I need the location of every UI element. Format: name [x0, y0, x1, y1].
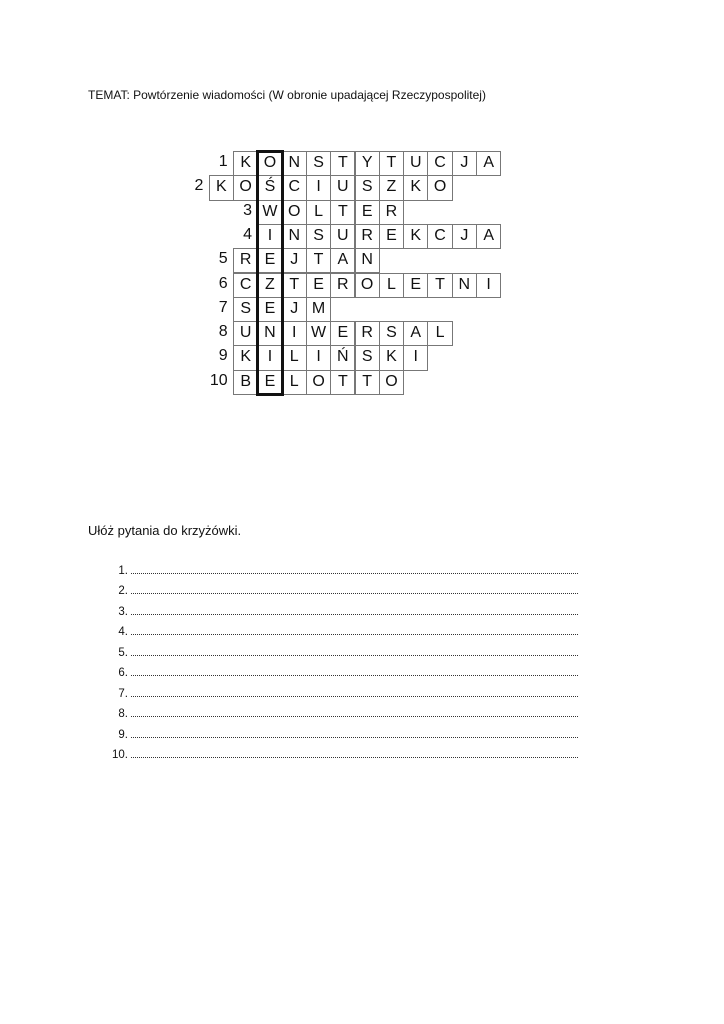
question-line: [98, 659, 578, 680]
clue-number: 1: [218, 153, 228, 170]
crossword-cell: K: [209, 175, 234, 200]
answer-dotted-line: [131, 708, 578, 717]
question-number: 10.: [112, 749, 128, 761]
question-number: 7.: [118, 687, 128, 700]
crossword-cell: T: [379, 151, 404, 176]
crossword-cell: O: [282, 200, 307, 225]
crossword-cell: S: [355, 175, 380, 200]
clue-number: 10: [209, 371, 228, 389]
crossword-cell: S: [306, 151, 331, 176]
question-line: [98, 597, 578, 618]
crossword-cell: I: [257, 345, 282, 370]
clue-number: 8: [218, 323, 228, 341]
question-line: [98, 679, 578, 700]
crossword-cell: E: [355, 200, 380, 225]
crossword-cell: T: [330, 370, 355, 395]
crossword-cell: O: [355, 273, 380, 298]
crossword-cell: J: [282, 248, 307, 273]
crossword-cell: R: [355, 321, 380, 346]
crossword-cell: T: [427, 273, 452, 298]
clue-number: 5: [218, 250, 228, 268]
clue-number: 3: [243, 201, 252, 219]
crossword-cell: Ś: [257, 175, 282, 200]
question-line: [98, 618, 578, 639]
crossword-cell: C: [233, 273, 258, 298]
crossword-cell: C: [427, 224, 452, 249]
crossword-cell: O: [427, 175, 452, 200]
crossword-cell: A: [476, 151, 501, 176]
crossword-cell: L: [379, 273, 404, 298]
crossword-cell: R: [355, 224, 380, 249]
crossword-cell: L: [427, 321, 452, 346]
crossword-cell: T: [355, 370, 380, 395]
clue-number: 6: [218, 274, 228, 292]
crossword-cell: I: [306, 345, 331, 370]
crossword-cell: R: [330, 273, 355, 298]
crossword-cell: M: [306, 297, 331, 322]
crossword-cell: N: [452, 273, 477, 298]
crossword-cell: I: [282, 321, 307, 346]
crossword-cell: N: [355, 248, 380, 273]
question-number: 2.: [118, 585, 128, 597]
crossword-cell: S: [306, 224, 331, 249]
crossword-cell: A: [476, 224, 501, 249]
crossword-cell: E: [379, 224, 404, 249]
crossword-cell: T: [330, 200, 355, 225]
crossword-cell: T: [306, 248, 331, 273]
question-number: 1.: [118, 564, 128, 577]
crossword-cell: I: [257, 224, 282, 249]
question-line: [98, 700, 578, 721]
instruction-text: Ułóż pytania do krzyżówki.: [88, 523, 242, 538]
crossword-cell: N: [257, 321, 282, 346]
crossword-cell: Y: [355, 151, 380, 176]
question-number: 4.: [118, 626, 128, 638]
answer-dotted-line: [131, 749, 578, 758]
crossword-cell: U: [330, 224, 355, 249]
crossword-grid: [0, 0, 724, 420]
crossword-cell: J: [452, 151, 477, 176]
crossword-cell: R: [233, 248, 258, 273]
question-line: [98, 577, 578, 598]
question-number: 8.: [118, 708, 128, 720]
answer-dotted-line: [131, 729, 578, 738]
question-lines: [98, 556, 578, 761]
crossword-cell: K: [403, 175, 428, 200]
crossword-cell: K: [233, 151, 258, 176]
solution-column-highlight: [256, 150, 283, 396]
crossword-cell: E: [403, 273, 428, 298]
question-number: 6.: [118, 667, 128, 679]
crossword-cell: E: [257, 248, 282, 273]
crossword-cell: L: [306, 200, 331, 225]
crossword-cell: K: [233, 345, 258, 370]
crossword-cell: K: [403, 224, 428, 249]
question-number: 5.: [118, 646, 128, 659]
question-number: 9.: [118, 728, 128, 741]
crossword-cell: Z: [257, 273, 282, 298]
answer-dotted-line: [131, 647, 578, 656]
clue-number: 2: [194, 177, 204, 195]
crossword-cell: Ń: [330, 345, 355, 370]
crossword-cell: O: [306, 370, 331, 395]
page-title: TEMAT: Powtórzenie wiadomości (W obronie upadającej Rzeczypospolitej): [88, 88, 486, 102]
question-line: [98, 720, 578, 741]
answer-dotted-line: [131, 667, 578, 676]
crossword-cell: T: [282, 273, 307, 298]
crossword-cell: A: [330, 248, 355, 273]
clue-number: 9: [218, 347, 228, 365]
question-line: [98, 638, 578, 659]
crossword-cell: N: [282, 151, 307, 176]
crossword-cell: S: [233, 297, 258, 322]
crossword-cell: E: [306, 273, 331, 298]
crossword-cell: E: [257, 370, 282, 395]
crossword-cell: T: [330, 151, 355, 176]
crossword-cell: W: [257, 200, 282, 225]
crossword-cell: N: [282, 224, 307, 249]
crossword-cell: K: [379, 345, 404, 370]
crossword-cell: S: [379, 321, 404, 346]
answer-dotted-line: [131, 688, 578, 697]
crossword-cell: O: [233, 175, 258, 200]
crossword-cell: E: [257, 297, 282, 322]
crossword-cell: C: [282, 175, 307, 200]
crossword-cell: L: [282, 345, 307, 370]
crossword-cell: J: [282, 297, 307, 322]
crossword-cell: I: [476, 273, 501, 298]
crossword-cell: E: [330, 321, 355, 346]
crossword-cell: L: [282, 370, 307, 395]
answer-dotted-line: [131, 626, 578, 635]
crossword-cell: O: [257, 151, 282, 176]
answer-dotted-line: [131, 606, 578, 615]
answer-dotted-line: [131, 585, 578, 594]
crossword-cell: I: [306, 175, 331, 200]
crossword-cell: C: [427, 151, 452, 176]
crossword-cell: J: [452, 224, 477, 249]
crossword-cell: U: [330, 175, 355, 200]
crossword-cell: W: [306, 321, 331, 346]
question-line: [98, 741, 578, 762]
crossword-cell: U: [403, 151, 428, 176]
clue-number: 7: [218, 298, 228, 316]
question-line: [98, 556, 578, 577]
crossword-cell: I: [403, 345, 428, 370]
crossword-cell: U: [233, 321, 258, 346]
crossword-cell: R: [379, 200, 404, 225]
crossword-cell: O: [379, 370, 404, 395]
clue-number: 4: [243, 225, 252, 243]
crossword-cell: S: [355, 345, 380, 370]
answer-dotted-line: [131, 565, 578, 574]
question-number: 3.: [118, 605, 128, 618]
crossword-cell: A: [403, 321, 428, 346]
crossword-cell: Z: [379, 175, 404, 200]
crossword-cell: B: [233, 370, 258, 395]
